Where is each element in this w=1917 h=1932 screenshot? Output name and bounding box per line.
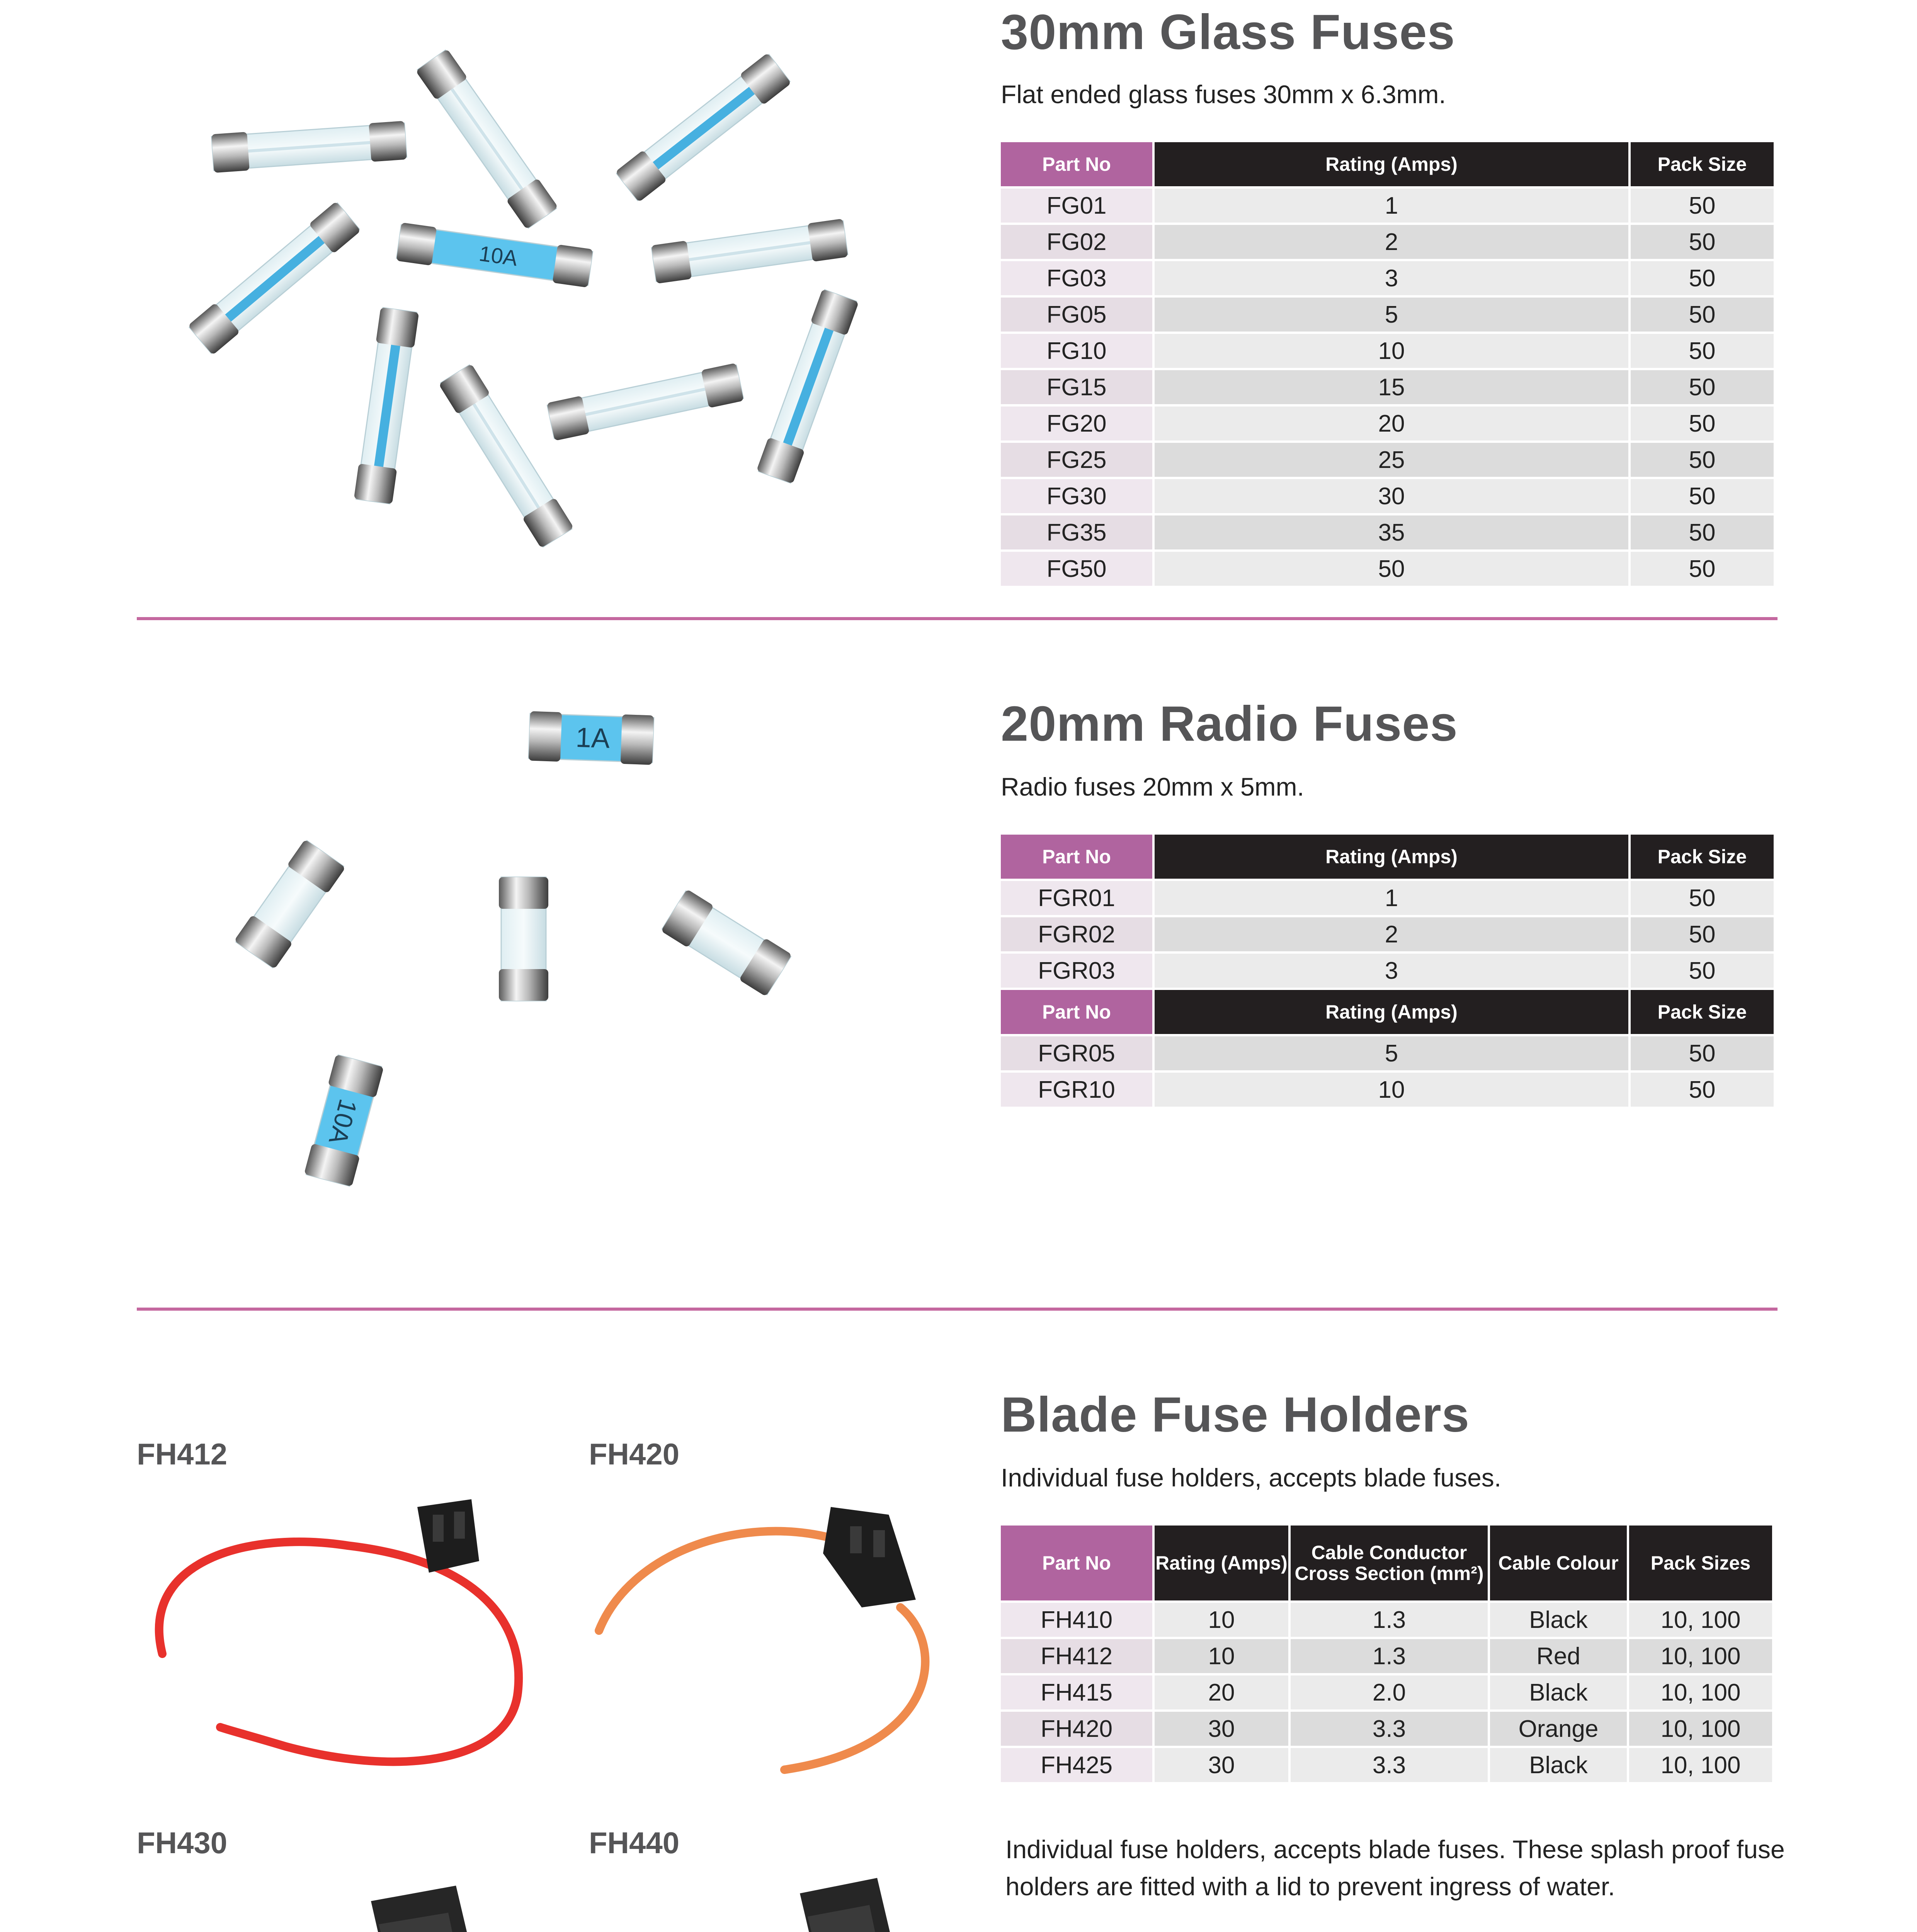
table-cell: 10, 100 [1629, 1748, 1772, 1782]
table-cell: 35 [1155, 515, 1628, 549]
section-divider-1 [137, 617, 1778, 620]
table-cell: 50 [1631, 1073, 1774, 1107]
glass-description: Flat ended glass fuses 30mm x 6.3mm. [1001, 80, 1446, 109]
col-header-cross-section: Cable Conductor Cross Section (mm²) [1291, 1526, 1488, 1600]
col-header-rating: Rating (Amps) [1155, 990, 1628, 1034]
table-cell: 30 [1155, 479, 1628, 513]
table-cell: 10 [1155, 1073, 1628, 1107]
product-label-fh440: FH440 [589, 1826, 680, 1860]
glass-title: 30mm Glass Fuses [1001, 5, 1455, 60]
col-header-part-no: Part No [1001, 1526, 1152, 1600]
col-header-pack-size: Pack Size [1631, 142, 1774, 186]
product-label-fh412: FH412 [137, 1437, 228, 1471]
table-cell: Orange [1490, 1712, 1627, 1746]
table-cell: 10, 100 [1629, 1639, 1772, 1673]
fuse-rating-label: 10A [477, 241, 519, 270]
table-cell: 50 [1631, 954, 1774, 988]
table-cell: 50 [1631, 917, 1774, 951]
table-cell: 15 [1155, 370, 1628, 404]
table-cell: 50 [1631, 298, 1774, 332]
table-cell: 2.0 [1291, 1675, 1488, 1709]
product-label-fh430: FH430 [137, 1826, 228, 1860]
fuse-rating-label: 10A [323, 1096, 363, 1148]
glass-fuses-table [1001, 142, 1774, 586]
table-cell: 2 [1155, 917, 1628, 951]
table-cell: 10 [1155, 1603, 1288, 1637]
glass-fuses-photo [147, 46, 920, 595]
table-cell: 10 [1155, 1639, 1288, 1673]
table-cell-part-no: FH425 [1001, 1748, 1152, 1782]
table-cell: Red [1490, 1639, 1627, 1673]
col-header-cable-colour: Cable Colour [1490, 1526, 1627, 1600]
fh420-holder-photo [583, 1484, 970, 1793]
table-cell: 50 [1631, 261, 1774, 295]
table-cell: 50 [1631, 1036, 1774, 1070]
col-header-part-no: Part No [1001, 990, 1152, 1034]
table-cell: 30 [1155, 1748, 1288, 1782]
table-cell: 50 [1631, 515, 1774, 549]
table-cell: 50 [1631, 552, 1774, 586]
blade-description-splash-proof: Individual fuse holders, accepts blade fuses. These splash proof fuse holders are fitted with a lid to prevent ingress of water. [1005, 1835, 1785, 1901]
fh430-holder-photo [131, 1855, 533, 1932]
table-cell: 25 [1155, 443, 1628, 477]
blade-holders-table [1001, 1526, 1772, 1782]
col-header-pack-sizes: Pack Sizes [1629, 1526, 1772, 1600]
table-cell-part-no: FGR02 [1001, 917, 1152, 951]
table-cell: 50 [1631, 406, 1774, 440]
table-cell: 10, 100 [1629, 1603, 1772, 1637]
table-cell-part-no: FG15 [1001, 370, 1152, 404]
fh440-holder-photo [583, 1855, 970, 1932]
table-cell-part-no: FG25 [1001, 443, 1152, 477]
table-cell: 1.3 [1291, 1603, 1488, 1637]
fuse-rating-label: 1A [575, 722, 611, 754]
table-cell: 50 [1631, 225, 1774, 259]
table-cell: 1 [1155, 881, 1628, 915]
fh412-holder-photo [131, 1484, 533, 1793]
table-cell-part-no: FH415 [1001, 1675, 1152, 1709]
table-cell: 50 [1631, 479, 1774, 513]
radio-description: Radio fuses 20mm x 5mm. [1001, 772, 1304, 801]
table-cell: 10, 100 [1629, 1675, 1772, 1709]
table-cell: 50 [1631, 334, 1774, 368]
col-header-rating: Rating (Amps) [1155, 835, 1628, 879]
table-cell: 20 [1155, 406, 1628, 440]
table-cell: 50 [1631, 443, 1774, 477]
table-cell: 2 [1155, 225, 1628, 259]
col-header-rating: Rating (Amps) [1155, 142, 1628, 186]
table-cell-part-no: FG50 [1001, 552, 1152, 586]
radio-fuses-table [1001, 835, 1774, 1107]
table-cell-part-no: FG02 [1001, 225, 1152, 259]
table-cell-part-no: FG35 [1001, 515, 1152, 549]
table-cell: 3.3 [1291, 1712, 1488, 1746]
table-cell: 3.3 [1291, 1748, 1488, 1782]
radio-title: 20mm Radio Fuses [1001, 696, 1458, 752]
table-cell-part-no: FH412 [1001, 1639, 1152, 1673]
table-cell-part-no: FG30 [1001, 479, 1152, 513]
table-cell-part-no: FH410 [1001, 1603, 1152, 1637]
section-divider-2 [137, 1308, 1778, 1311]
table-cell: 50 [1631, 881, 1774, 915]
table-cell-part-no: FGR10 [1001, 1073, 1152, 1107]
table-cell: 1 [1155, 189, 1628, 223]
table-cell-part-no: FG10 [1001, 334, 1152, 368]
col-header-rating: Rating (Amps) [1155, 1526, 1288, 1600]
table-cell: 3 [1155, 261, 1628, 295]
table-cell-part-no: FG20 [1001, 406, 1152, 440]
table-cell: 50 [1631, 370, 1774, 404]
table-cell: 50 [1155, 552, 1628, 586]
table-cell-part-no: FGR01 [1001, 881, 1152, 915]
blade-title: Blade Fuse Holders [1001, 1387, 1470, 1442]
table-cell-part-no: FG01 [1001, 189, 1152, 223]
col-header-pack-size: Pack Size [1631, 990, 1774, 1034]
table-cell: Black [1490, 1675, 1627, 1709]
table-cell: 50 [1631, 189, 1774, 223]
table-cell: 3 [1155, 954, 1628, 988]
table-cell-part-no: FH420 [1001, 1712, 1152, 1746]
table-cell: 1.3 [1291, 1639, 1488, 1673]
table-cell: 5 [1155, 298, 1628, 332]
col-header-part-no: Part No [1001, 142, 1152, 186]
table-cell-part-no: FGR03 [1001, 954, 1152, 988]
table-cell: 5 [1155, 1036, 1628, 1070]
table-cell: 10, 100 [1629, 1712, 1772, 1746]
table-cell-part-no: FG03 [1001, 261, 1152, 295]
product-label-fh420: FH420 [589, 1437, 680, 1471]
col-header-pack-size: Pack Size [1631, 835, 1774, 879]
table-cell-part-no: FG05 [1001, 298, 1152, 332]
table-cell: Black [1490, 1603, 1627, 1637]
table-cell: 30 [1155, 1712, 1288, 1746]
table-cell: 20 [1155, 1675, 1288, 1709]
blade-description: Individual fuse holders, accepts blade fuses. [1001, 1463, 1502, 1492]
table-cell-part-no: FGR05 [1001, 1036, 1152, 1070]
table-cell: 10 [1155, 334, 1628, 368]
col-header-part-no: Part No [1001, 835, 1152, 879]
radio-fuses-photo [174, 680, 889, 1240]
table-cell: Black [1490, 1748, 1627, 1782]
